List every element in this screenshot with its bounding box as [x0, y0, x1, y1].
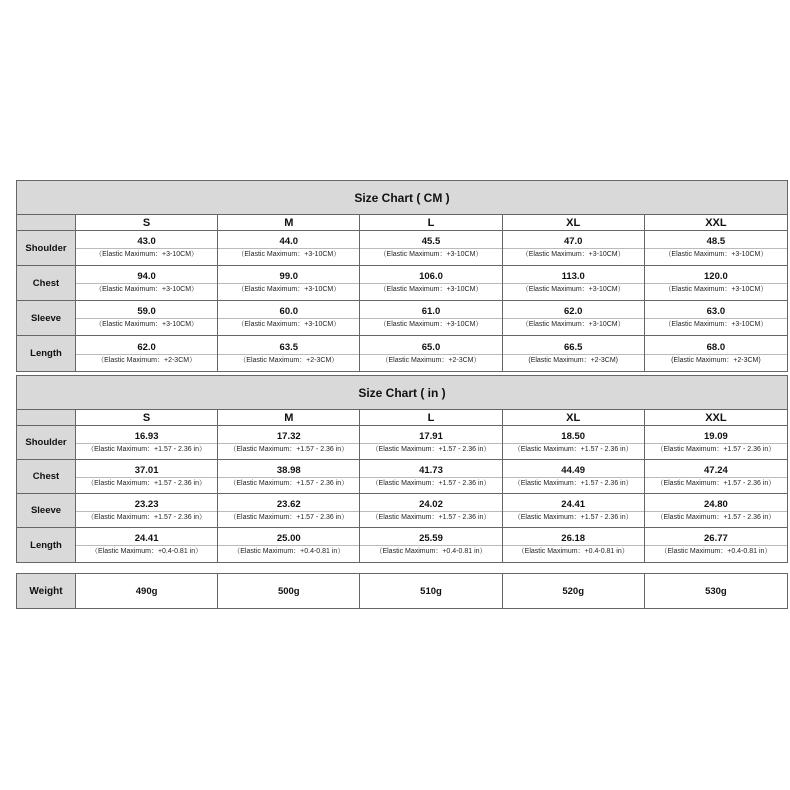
elastic-note: （Elastic Maximum：+1.57 - 2.36 in）: [76, 443, 217, 454]
elastic-note: （Elastic Maximum：+2-3CM）: [76, 354, 217, 365]
measurement-value: 38.98: [276, 464, 301, 476]
elastic-note: （Elastic Maximum：+3-10CM）: [76, 248, 217, 259]
size-header: M: [218, 410, 360, 426]
elastic-note: （Elastic Maximum：+3-10CM）: [503, 283, 644, 294]
elastic-note: （Elastic Maximum：+1.57 - 2.36 in）: [645, 443, 787, 454]
measurement-cell: [645, 494, 787, 528]
measurement-cell: [360, 426, 502, 460]
measurement-value: 63.0: [706, 306, 726, 317]
measurement-value: 18.50: [561, 430, 586, 442]
size-header: XXL: [645, 410, 787, 426]
measurement-value: 43.0: [137, 236, 156, 247]
measurement-cell: [218, 231, 360, 266]
measurement-cell: [360, 494, 502, 528]
measurement-cell: [218, 494, 360, 528]
weight-label: Weight: [17, 574, 76, 608]
elastic-note: （Elastic Maximum：+1.57 - 2.36 in）: [503, 443, 644, 454]
measurement-cell: [645, 460, 787, 494]
measurement-cell: [503, 301, 645, 336]
measurement-cell: [76, 528, 218, 562]
measurement-value: 16.93: [134, 430, 159, 442]
size-header-row: [17, 215, 787, 231]
measurement-cell: [76, 336, 218, 371]
measurement-cell: [360, 460, 502, 494]
table-row: [17, 426, 787, 460]
measurement-value: 25.00: [276, 533, 301, 544]
weight-value: 500g: [218, 574, 360, 608]
measurement-cell: [645, 336, 787, 371]
row-label: Length: [17, 336, 76, 371]
elastic-note: （Elastic Maximum：+3-10CM）: [76, 318, 217, 329]
elastic-note: （Elastic Maximum：+1.57 - 2.36 in）: [76, 477, 217, 488]
table-row: [17, 301, 787, 336]
chart-title: Size Chart ( CM ): [17, 181, 787, 215]
row-label: Length: [17, 528, 76, 562]
weight-value: 490g: [76, 574, 218, 608]
elastic-note: （Elastic Maximum：+1.57 - 2.36 in）: [76, 511, 217, 522]
elastic-note: （Elastic Maximum：+1.57 - 2.36 in）: [218, 511, 359, 522]
measurement-value: 99.0: [279, 271, 299, 282]
elastic-note: （Elastic Maximum：+1.57 - 2.36 in）: [218, 443, 359, 454]
measurement-cell: [76, 494, 218, 528]
elastic-note: （Elastic Maximum：+3-10CM）: [218, 248, 359, 259]
size-header: XL: [503, 410, 645, 426]
elastic-note: (Elastic Maximum：+2-3CM): [503, 354, 644, 365]
measurement-cell: [360, 231, 502, 266]
measurement-value: 26.77: [704, 533, 728, 544]
elastic-note: （Elastic Maximum：+0.4-0.81 in）: [218, 545, 359, 556]
size-header: M: [218, 215, 360, 231]
measurement-cell: [360, 336, 502, 371]
measurement-cell: [503, 494, 645, 528]
measurement-cell: [76, 266, 218, 301]
elastic-note: （Elastic Maximum：+1.57 - 2.36 in）: [503, 477, 644, 488]
row-label: Shoulder: [17, 231, 76, 266]
measurement-value: 24.80: [704, 498, 728, 510]
table-row: [17, 336, 787, 371]
measurement-value: 44.49: [561, 464, 586, 476]
measurement-cell: [218, 301, 360, 336]
size-chart-cm: [16, 180, 788, 372]
measurement-value: 60.0: [279, 306, 299, 317]
row-label: Chest: [17, 460, 76, 494]
measurement-cell: [645, 528, 787, 562]
corner-cell: [17, 410, 76, 426]
elastic-note: （Elastic Maximum：+0.4-0.81 in）: [645, 545, 787, 556]
measurement-value: 41.73: [419, 464, 443, 476]
measurement-value: 17.91: [419, 430, 443, 442]
measurement-value: 113.0: [561, 271, 585, 282]
measurement-value: 120.0: [704, 271, 728, 282]
elastic-note: （Elastic Maximum：+0.4-0.81 in）: [360, 545, 501, 556]
measurement-value: 23.62: [276, 498, 301, 510]
measurement-cell: [360, 528, 502, 562]
table-row: [17, 528, 787, 562]
row-label: Shoulder: [17, 426, 76, 460]
table-row: [17, 266, 787, 301]
size-header: S: [76, 215, 218, 231]
measurement-cell: [503, 426, 645, 460]
elastic-note: （Elastic Maximum：+3-10CM）: [503, 248, 644, 259]
measurement-value: 37.01: [134, 464, 159, 476]
size-header: XXL: [645, 215, 787, 231]
elastic-note: （Elastic Maximum：+3-10CM）: [360, 248, 501, 259]
measurement-cell: [218, 460, 360, 494]
elastic-note: （Elastic Maximum：+3-10CM）: [645, 283, 787, 294]
elastic-note: （Elastic Maximum：+3-10CM）: [503, 318, 644, 329]
measurement-value: 17.32: [276, 430, 301, 442]
measurement-cell: [503, 266, 645, 301]
corner-cell: [17, 215, 76, 231]
measurement-value: 23.23: [134, 498, 159, 510]
elastic-note: （Elastic Maximum：+3-10CM）: [218, 283, 359, 294]
row-label: Sleeve: [17, 301, 76, 336]
measurement-value: 47.24: [704, 464, 728, 476]
measurement-cell: [645, 301, 787, 336]
measurement-cell: [503, 528, 645, 562]
elastic-note: （Elastic Maximum：+1.57 - 2.36 in）: [360, 511, 501, 522]
elastic-note: （Elastic Maximum：+3-10CM）: [76, 283, 217, 294]
row-label: Sleeve: [17, 494, 76, 528]
measurement-value: 45.5: [421, 236, 441, 247]
measurement-value: 68.0: [706, 341, 726, 353]
table-row: [17, 494, 787, 528]
size-header: L: [360, 215, 502, 231]
elastic-note: （Elastic Maximum：+3-10CM）: [645, 318, 787, 329]
weight-value: 530g: [705, 585, 727, 597]
size-header: S: [76, 410, 218, 426]
measurement-cell: [645, 266, 787, 301]
measurement-value: 65.0: [421, 341, 441, 353]
elastic-note: （Elastic Maximum：+3-10CM）: [360, 318, 501, 329]
table-row: [17, 231, 787, 266]
measurement-rows: [17, 426, 787, 562]
measurement-rows: [17, 231, 787, 371]
measurement-cell: [360, 266, 502, 301]
measurement-cell: [218, 336, 360, 371]
measurement-cell: [645, 231, 787, 266]
measurement-cell: [76, 426, 218, 460]
elastic-note: （Elastic Maximum：+3-10CM）: [645, 248, 787, 259]
elastic-note: （Elastic Maximum：+0.4-0.81 in）: [503, 545, 644, 556]
measurement-value: 106.0: [419, 271, 443, 282]
measurement-value: 62.0: [137, 341, 156, 353]
size-chart-in: [16, 375, 788, 563]
measurement-value: 24.02: [419, 498, 443, 510]
measurement-value: 66.5: [563, 341, 583, 353]
measurement-cell: [218, 266, 360, 301]
measurement-value: 47.0: [563, 236, 583, 247]
elastic-note: （Elastic Maximum：+1.57 - 2.36 in）: [360, 443, 501, 454]
elastic-note: （Elastic Maximum：+1.57 - 2.36 in）: [360, 477, 501, 488]
elastic-note: (Elastic Maximum：+2-3CM): [645, 354, 787, 365]
measurement-value: 62.0: [563, 306, 583, 317]
measurement-cell: [76, 301, 218, 336]
elastic-note: （Elastic Maximum：+1.57 - 2.36 in）: [218, 477, 359, 488]
chart-title: Size Chart ( in ): [17, 376, 787, 410]
table-row: [17, 460, 787, 494]
size-header: XL: [503, 215, 645, 231]
measurement-cell: [503, 336, 645, 371]
measurement-cell: [218, 426, 360, 460]
measurement-value: 59.0: [137, 306, 156, 317]
weight-value: 510g: [360, 574, 502, 608]
elastic-note: （Elastic Maximum：+3-10CM）: [360, 283, 501, 294]
measurement-value: 63.5: [279, 341, 299, 353]
measurement-cell: [503, 231, 645, 266]
elastic-note: （Elastic Maximum：+1.57 - 2.36 in）: [503, 511, 644, 522]
row-label: Chest: [17, 266, 76, 301]
measurement-value: 19.09: [704, 430, 728, 442]
measurement-cell: [645, 426, 787, 460]
measurement-value: 25.59: [419, 533, 443, 544]
measurement-cell: [360, 301, 502, 336]
measurement-value: 44.0: [279, 236, 299, 247]
elastic-note: （Elastic Maximum：+2-3CM）: [360, 354, 501, 365]
elastic-note: （Elastic Maximum：+3-10CM）: [218, 318, 359, 329]
measurement-value: 61.0: [421, 306, 441, 317]
elastic-note: （Elastic Maximum：+1.57 - 2.36 in）: [645, 477, 787, 488]
measurement-value: 26.18: [561, 533, 586, 544]
elastic-note: （Elastic Maximum：+2-3CM）: [218, 354, 359, 365]
weight-row: [16, 573, 788, 609]
measurement-value: 24.41: [561, 498, 586, 510]
weight-value: 520g: [503, 574, 645, 608]
measurement-value: 24.41: [134, 533, 159, 544]
measurement-cell: [76, 231, 218, 266]
measurement-cell: [218, 528, 360, 562]
measurement-value: 94.0: [137, 271, 156, 282]
size-header: L: [360, 410, 502, 426]
measurement-cell: [503, 460, 645, 494]
elastic-note: （Elastic Maximum：+0.4-0.81 in）: [76, 545, 217, 556]
elastic-note: （Elastic Maximum：+1.57 - 2.36 in）: [645, 511, 787, 522]
measurement-value: 48.5: [706, 236, 726, 247]
size-header-row: [17, 410, 787, 426]
measurement-cell: [76, 460, 218, 494]
